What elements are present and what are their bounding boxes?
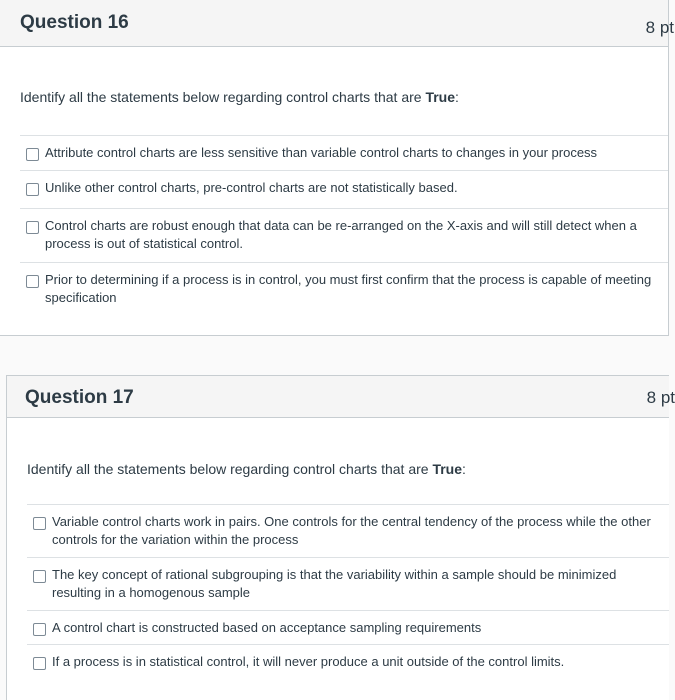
- answer-label: Prior to determining if a process is in control, you must first confirm that the process is capable of meeting specification: [45, 272, 652, 305]
- checkbox[interactable]: [33, 657, 46, 670]
- checkbox[interactable]: [33, 517, 46, 530]
- prompt-text: Identify all the statements below regarding control charts that are: [27, 461, 433, 477]
- answer-option[interactable]: [27, 610, 669, 645]
- question-header: [7, 376, 675, 418]
- answer-option[interactable]: [20, 262, 668, 318]
- checkbox[interactable]: [26, 221, 39, 234]
- answer-option[interactable]: [20, 135, 668, 170]
- checkbox[interactable]: [26, 148, 39, 161]
- question-prompt: [20, 89, 459, 105]
- question-title: Question 16: [20, 12, 129, 33]
- answer-option[interactable]: [20, 208, 668, 262]
- answer-label: Variable control charts work in pairs. One controls for the central tendency of the process while the other controls for the variation within the process: [52, 514, 651, 547]
- question-points: 8 pt: [645, 18, 674, 37]
- question-17-card: [6, 375, 675, 700]
- answer-label: Control charts are robust enough that data can be re-arranged on the X-axis and will still detect when a process is out of statistical control.: [45, 218, 637, 251]
- checkbox[interactable]: [33, 623, 46, 636]
- prompt-bold: True: [425, 89, 456, 105]
- checkbox[interactable]: [33, 570, 46, 583]
- answer-option[interactable]: [27, 557, 669, 610]
- answer-option[interactable]: [20, 170, 668, 209]
- checkbox[interactable]: [26, 183, 39, 196]
- answer-label: The key concept of rational subgrouping is that the variability within a sample should be minimized resulting in a homogenous sample: [52, 567, 617, 600]
- answer-label: Attribute control charts are less sensitive than variable control charts to changes in your process: [45, 145, 598, 160]
- answer-option[interactable]: [27, 504, 669, 557]
- prompt-bold: True: [432, 461, 463, 477]
- question-points: 8 pt: [646, 388, 675, 407]
- prompt-text: Identify all the statements below regarding control charts that are: [20, 89, 426, 105]
- answer-label: A control chart is constructed based on acceptance sampling requirements: [52, 620, 482, 635]
- answer-option[interactable]: [27, 644, 669, 685]
- answer-label: If a process is in statistical control, it will never produce a unit outside of the control limits.: [52, 654, 565, 669]
- prompt-end: :: [462, 461, 466, 477]
- answer-label: Unlike other control charts, pre-control charts are not statistically based.: [45, 180, 458, 195]
- question-prompt: [27, 461, 466, 477]
- checkbox[interactable]: [26, 275, 39, 288]
- question-header: [0, 0, 674, 47]
- question-title: Question 17: [25, 387, 134, 408]
- question-16-card: [0, 0, 674, 336]
- prompt-end: :: [455, 89, 459, 105]
